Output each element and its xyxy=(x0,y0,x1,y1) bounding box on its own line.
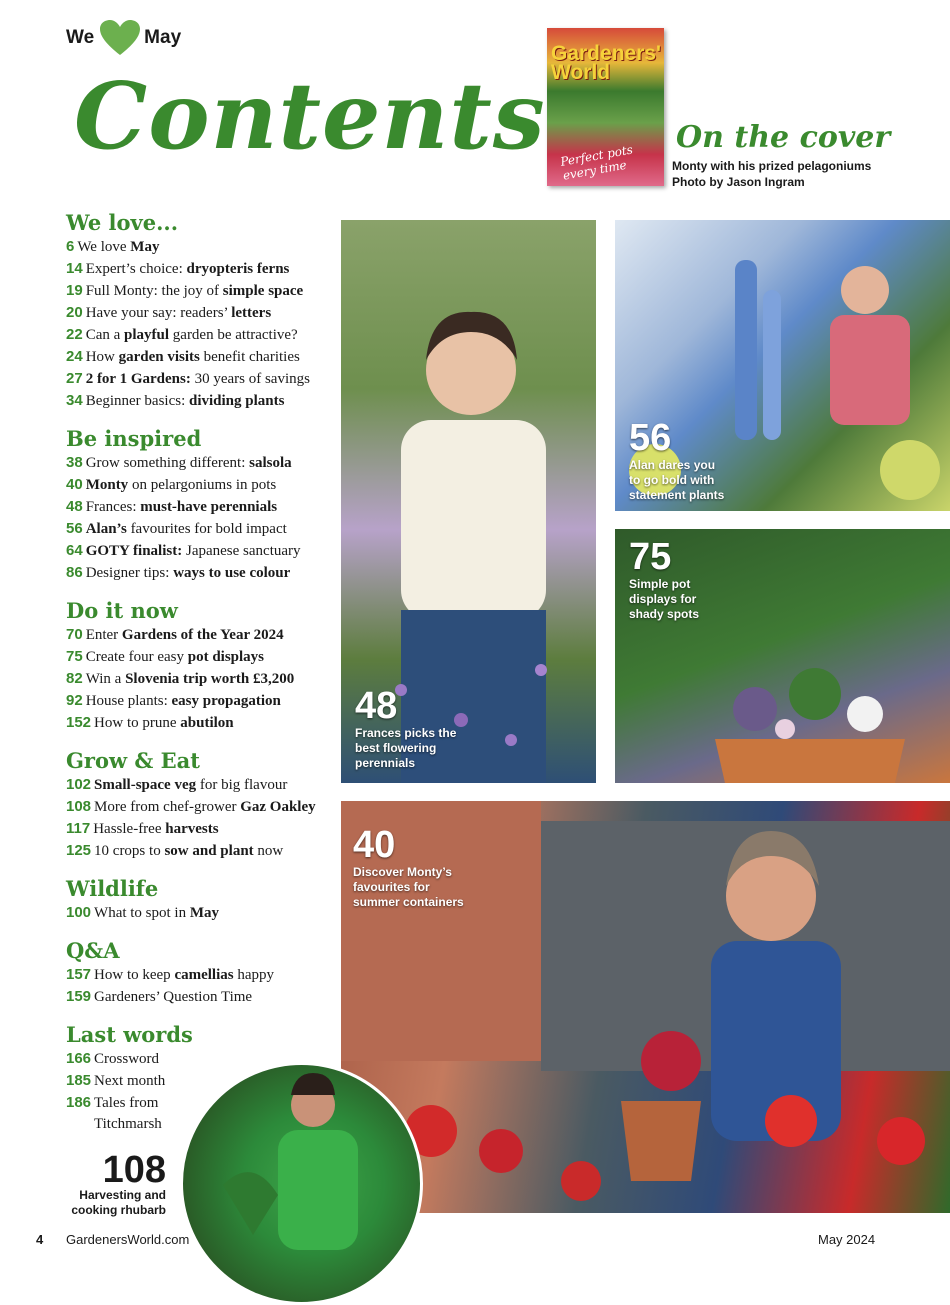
item-text: benefit charities xyxy=(199,349,300,365)
page-number: 20 xyxy=(66,304,83,321)
contents-item[interactable] xyxy=(66,496,336,518)
cover-photo-credit: Photo by Jason Ingram xyxy=(672,175,805,189)
caption-line: to go bold with xyxy=(629,473,715,487)
item-highlight: Gaz Oakley xyxy=(240,799,316,815)
caption-line: Harvesting and xyxy=(79,1188,166,1202)
item-highlight: May xyxy=(130,239,160,255)
page-number: 159 xyxy=(66,988,92,1005)
frances-photo xyxy=(341,220,596,783)
item-highlight: sow and plant xyxy=(164,843,254,859)
contents-item[interactable] xyxy=(66,818,336,840)
item-highlight: Gardens of the Year 2024 xyxy=(121,627,284,643)
item-text: Tales from xyxy=(94,1095,159,1111)
item-text: Gardeners’ Question Time xyxy=(94,989,253,1005)
item-highlight: dryopteris ferns xyxy=(186,261,290,277)
page-title: Contents xyxy=(74,62,546,170)
contents-item[interactable] xyxy=(66,796,336,818)
item-highlight: GOTY finalist: xyxy=(85,543,183,559)
we-love-may-tag xyxy=(66,20,181,56)
section-heading: Wildlife xyxy=(66,876,159,901)
contents-item[interactable] xyxy=(66,646,336,668)
contents-item[interactable] xyxy=(66,840,336,862)
item-highlight: harvests xyxy=(165,821,219,837)
item-highlight: simple space xyxy=(222,283,304,299)
item-text: How to prune xyxy=(94,715,181,731)
item-text: Hassle-free xyxy=(93,821,166,837)
page-number: 108 xyxy=(66,798,92,815)
page-number: 22 xyxy=(66,326,83,343)
item-text: What to spot in xyxy=(94,905,190,921)
page-number: 27 xyxy=(66,370,83,387)
page-number: 102 xyxy=(66,776,92,793)
contents-item[interactable] xyxy=(66,540,336,562)
contents-item[interactable] xyxy=(66,368,336,390)
item-text: Grow something different: xyxy=(85,455,250,471)
item-text: garden be attractive? xyxy=(169,327,298,343)
item-highlight: Alan’s xyxy=(85,521,127,537)
contents-item[interactable] xyxy=(66,302,336,324)
section-heading: Q&A xyxy=(66,938,120,963)
feature-page-number: 56 xyxy=(629,417,672,459)
section-heading: Grow & Eat xyxy=(66,748,200,773)
item-text: 30 years of savings xyxy=(190,371,310,387)
caption-line: statement plants xyxy=(629,488,725,502)
caption-line: favourites for xyxy=(353,880,430,894)
item-text: How to keep xyxy=(94,967,175,983)
page-number: 82 xyxy=(66,670,83,687)
item-text: on pelargoniums in pots xyxy=(128,477,277,493)
contents-item[interactable] xyxy=(66,902,336,924)
page-number: 75 xyxy=(66,648,83,665)
caption-line: Alan dares you xyxy=(629,458,716,472)
contents-item[interactable] xyxy=(66,236,336,258)
page-number: 40 xyxy=(66,476,83,493)
footer-site: GardenersWorld.com xyxy=(66,1232,190,1247)
item-highlight: dividing plants xyxy=(189,393,285,409)
page-number: 19 xyxy=(66,282,83,299)
item-text: How xyxy=(85,349,119,365)
item-text: We love xyxy=(77,239,131,255)
item-highlight: camellias xyxy=(174,967,234,983)
contents-item[interactable] xyxy=(66,346,336,368)
item-text: Win a xyxy=(85,671,126,687)
page-number: 125 xyxy=(66,842,92,859)
contents-list xyxy=(66,210,336,1135)
contents-item[interactable] xyxy=(66,324,336,346)
item-highlight: pot displays xyxy=(187,649,265,665)
feature-page-number: 48 xyxy=(355,685,398,727)
item-text: for big flavour xyxy=(196,777,288,793)
contents-item[interactable] xyxy=(66,562,336,584)
contents-item[interactable] xyxy=(66,964,336,986)
feature-page-number: 75 xyxy=(629,536,672,578)
item-highlight: abutilon xyxy=(180,715,234,731)
page-number: 56 xyxy=(66,520,83,537)
item-text: Full Monty: the joy of xyxy=(85,283,223,299)
cover-tagline: Perfect pots every time xyxy=(559,142,634,183)
item-text: Create four easy xyxy=(85,649,188,665)
contents-item[interactable] xyxy=(66,986,336,1008)
page-number: 185 xyxy=(66,1072,92,1089)
frances-caption xyxy=(355,685,457,771)
caption-line: summer containers xyxy=(353,895,464,909)
on-the-cover-heading: On the cover xyxy=(676,120,891,155)
page-number: 86 xyxy=(66,564,83,581)
item-highlight: garden visits xyxy=(118,349,200,365)
monty-photo xyxy=(341,801,950,1213)
contents-item[interactable] xyxy=(66,774,336,796)
page-number: 34 xyxy=(66,392,83,409)
page-number: 166 xyxy=(66,1050,92,1067)
footer-date: May 2024 xyxy=(818,1232,876,1247)
magazine-cover-image xyxy=(547,28,664,186)
feature-page-number: 108 xyxy=(102,1149,166,1191)
item-text: happy xyxy=(233,967,275,983)
page-number: 186 xyxy=(66,1094,92,1111)
contents-item[interactable] xyxy=(66,390,336,412)
monty-caption xyxy=(353,824,464,910)
item-highlight: 2 for 1 Gardens: xyxy=(85,371,191,387)
item-text: 10 crops to xyxy=(94,843,165,859)
item-highlight: Monty xyxy=(85,477,129,493)
item-text: Designer tips: xyxy=(85,565,174,581)
page-number: 152 xyxy=(66,714,92,731)
item-text: Enter xyxy=(85,627,122,643)
contents-item[interactable] xyxy=(66,280,336,302)
caption-line: perennials xyxy=(355,756,416,770)
alan-caption xyxy=(629,417,725,503)
contents-item[interactable] xyxy=(66,518,336,540)
item-highlight: salsola xyxy=(249,455,292,471)
cover-caption xyxy=(672,158,871,190)
page-number: 14 xyxy=(66,260,83,277)
caption-line: displays for xyxy=(629,592,697,606)
item-highlight: May xyxy=(189,905,220,921)
caption-line: Discover Monty’s xyxy=(353,865,452,879)
we-label: We xyxy=(66,27,95,48)
item-highlight: Slovenia trip worth £3,200 xyxy=(125,671,295,687)
item-text: House plants: xyxy=(85,693,172,709)
item-highlight: letters xyxy=(231,305,272,321)
item-highlight: Small-space veg xyxy=(94,777,197,793)
item-text: Can a xyxy=(85,327,125,343)
contents-item[interactable] xyxy=(66,690,336,712)
gaz-illustration xyxy=(183,1065,420,1302)
section-heading: Be inspired xyxy=(66,426,202,451)
item-highlight: ways to use colour xyxy=(173,565,291,581)
contents-item[interactable] xyxy=(66,474,336,496)
item-text: now xyxy=(253,843,284,859)
alan-photo xyxy=(615,220,950,511)
page-number: 92 xyxy=(66,692,83,709)
caption-line: Simple pot xyxy=(629,577,691,591)
item-text: Expert’s choice: xyxy=(85,261,187,277)
item-text: Japanese sanctuary xyxy=(182,543,301,559)
footer-page-number: 4 xyxy=(36,1232,44,1247)
item-highlight: playful xyxy=(124,327,170,343)
section-heading: Do it now xyxy=(66,598,178,623)
caption-line: best flowering xyxy=(355,741,437,755)
item-text: More from chef-grower xyxy=(94,799,241,815)
cover-caption-line: Monty with his prized pelagoniums xyxy=(672,159,872,173)
section-heading: Last words xyxy=(66,1022,193,1047)
gaz-caption xyxy=(66,1149,166,1218)
page-number: 6 xyxy=(66,238,75,255)
pots-photo xyxy=(615,529,950,783)
contents-item[interactable] xyxy=(66,712,336,734)
page-number: 157 xyxy=(66,966,92,983)
page-number: 117 xyxy=(66,820,91,837)
gaz-photo xyxy=(180,1062,423,1305)
heart-icon xyxy=(100,20,140,56)
page-number: 24 xyxy=(66,348,83,365)
item-text: Crossword xyxy=(94,1051,160,1067)
caption-line: shady spots xyxy=(629,607,700,621)
item-text: favourites for bold impact xyxy=(126,521,287,537)
section-heading: We love... xyxy=(66,210,179,235)
month-label: May xyxy=(144,27,182,48)
item-text: Next month xyxy=(94,1073,166,1089)
page-number: 64 xyxy=(66,542,83,559)
caption-line: cooking rhubarb xyxy=(71,1203,166,1217)
page-number: 70 xyxy=(66,626,83,643)
caption-line: Frances picks the xyxy=(355,726,457,740)
item-highlight: must-have perennials xyxy=(140,499,278,515)
contents-item-continuation: Titchmarsh xyxy=(94,1116,162,1132)
feature-page-number: 40 xyxy=(353,824,396,866)
item-text: Frances: xyxy=(85,499,141,515)
contents-item[interactable] xyxy=(66,452,336,474)
page-number: 48 xyxy=(66,498,83,515)
contents-item[interactable] xyxy=(66,624,336,646)
contents-item[interactable] xyxy=(66,258,336,280)
item-highlight: easy propagation xyxy=(171,693,281,709)
item-text: Have your say: readers’ xyxy=(85,305,232,321)
cover-masthead: Gardeners' World xyxy=(551,42,662,84)
item-text: Beginner basics: xyxy=(85,393,189,409)
page-number: 38 xyxy=(66,454,83,471)
page-number: 100 xyxy=(66,904,92,921)
pots-caption xyxy=(629,536,700,622)
contents-item[interactable] xyxy=(66,668,336,690)
